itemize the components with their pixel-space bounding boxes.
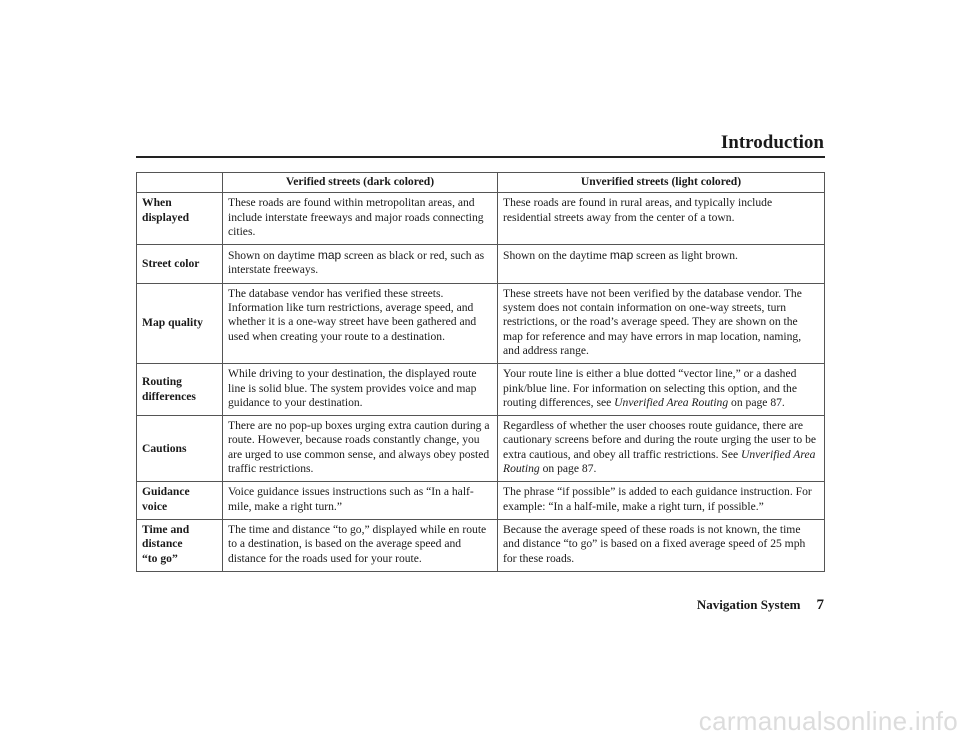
header-unverified: Unverified streets (light colored) xyxy=(498,173,825,193)
cell-unverified: These roads are found in rural areas, and typically include residential streets away from the center of a town. xyxy=(498,193,825,245)
page-reference: Unverified Area Routing xyxy=(614,395,729,409)
cell-verified: These roads are found within metropolitan areas, and include interstate freeways and major roads connecting cities. xyxy=(223,193,498,245)
header-verified: Verified streets (dark colored) xyxy=(223,173,498,193)
cell-unverified: Because the average speed of these roads is not known, the time and distance “to go” is based on a fixed average speed of 25 mph for these roads. xyxy=(498,519,825,571)
row-label: Routing differences xyxy=(137,364,223,416)
cell-text: Regardless of whether the user chooses route guidance, there are cautionary screens before and during the route urging the user to be extra cautious, and obey all traffic restrictions. See xyxy=(503,419,817,461)
title-rule xyxy=(136,156,825,158)
cell-text: Shown on daytime xyxy=(228,249,318,263)
table-row xyxy=(137,416,825,482)
row-label: Guidance voice xyxy=(137,482,223,520)
cell-verified: The database vendor has verified these streets. Information like turn restrictions, average speed, and whether it is a one-way street have been gathered and used when creating your route to a destination. xyxy=(223,283,498,363)
table-row xyxy=(137,245,825,284)
table-row xyxy=(137,283,825,363)
table-header-row xyxy=(137,173,825,193)
cell-text: Shown on the daytime xyxy=(503,249,610,263)
page-reference: Unverified Area Routing xyxy=(503,447,816,476)
cell-unverified xyxy=(498,416,825,482)
cell-verified: While driving to your destination, the displayed route line is solid blue. The system provides voice and map guidance to your destination. xyxy=(223,364,498,416)
page-number: 7 xyxy=(816,597,824,613)
header-blank xyxy=(137,173,223,193)
cell-verified: The time and distance “to go,” displayed while en route to a destination, is based on the average speed and distance for the roads used for your route. xyxy=(223,519,498,571)
comparison-table xyxy=(136,172,825,572)
footer-section: Navigation System xyxy=(696,597,801,612)
row-label: Map quality xyxy=(137,283,223,363)
row-label: When displayed xyxy=(137,193,223,245)
cell-text: screen as light brown. xyxy=(633,249,738,263)
page-footer xyxy=(697,597,824,613)
cell-verified: Voice guidance issues instructions such as “In a half-mile, make a right turn.” xyxy=(223,482,498,520)
cell-verified: There are no pop-up boxes urging extra caution during a route. However, because roads constantly change, you are urged to use common sense, and always obey posted traffic restrictions. xyxy=(223,416,498,482)
cell-unverified: These streets have not been verified by the database vendor. The system does not contain information on one-way streets, turn restrictions, or the road’s average speed. They are shown on the map for reference and may have errors in map location, naming, and address range. xyxy=(498,283,825,363)
table-row xyxy=(137,193,825,245)
page-title: Introduction xyxy=(720,132,824,153)
cell-text: Your route line is either a blue dotted “vector line,” or a dashed pink/blue line. For information on selecting this option, and the routing differences, see xyxy=(503,367,797,409)
row-label: Cautions xyxy=(137,416,223,482)
row-label: Street color xyxy=(137,245,223,284)
map-keyword: map xyxy=(317,248,342,263)
cell-text: screen as black or red, such as interstate freeways. xyxy=(228,249,485,277)
cell-text: on page 87. xyxy=(728,395,785,409)
cell-text: on page 87. xyxy=(539,462,597,476)
watermark: carmanualsonline.info xyxy=(698,706,958,736)
table-row xyxy=(137,519,825,571)
cell-verified xyxy=(223,245,498,284)
cell-unverified xyxy=(498,364,825,416)
row-label: Time and distance “to go” xyxy=(137,519,223,571)
cell-unverified: The phrase “if possible” is added to each guidance instruction. For example: “In a half-mile, make a right turn, if possible.” xyxy=(498,482,825,520)
table-row xyxy=(137,482,825,520)
cell-unverified xyxy=(498,245,825,284)
table-row xyxy=(137,364,825,416)
map-keyword: map xyxy=(609,248,634,263)
